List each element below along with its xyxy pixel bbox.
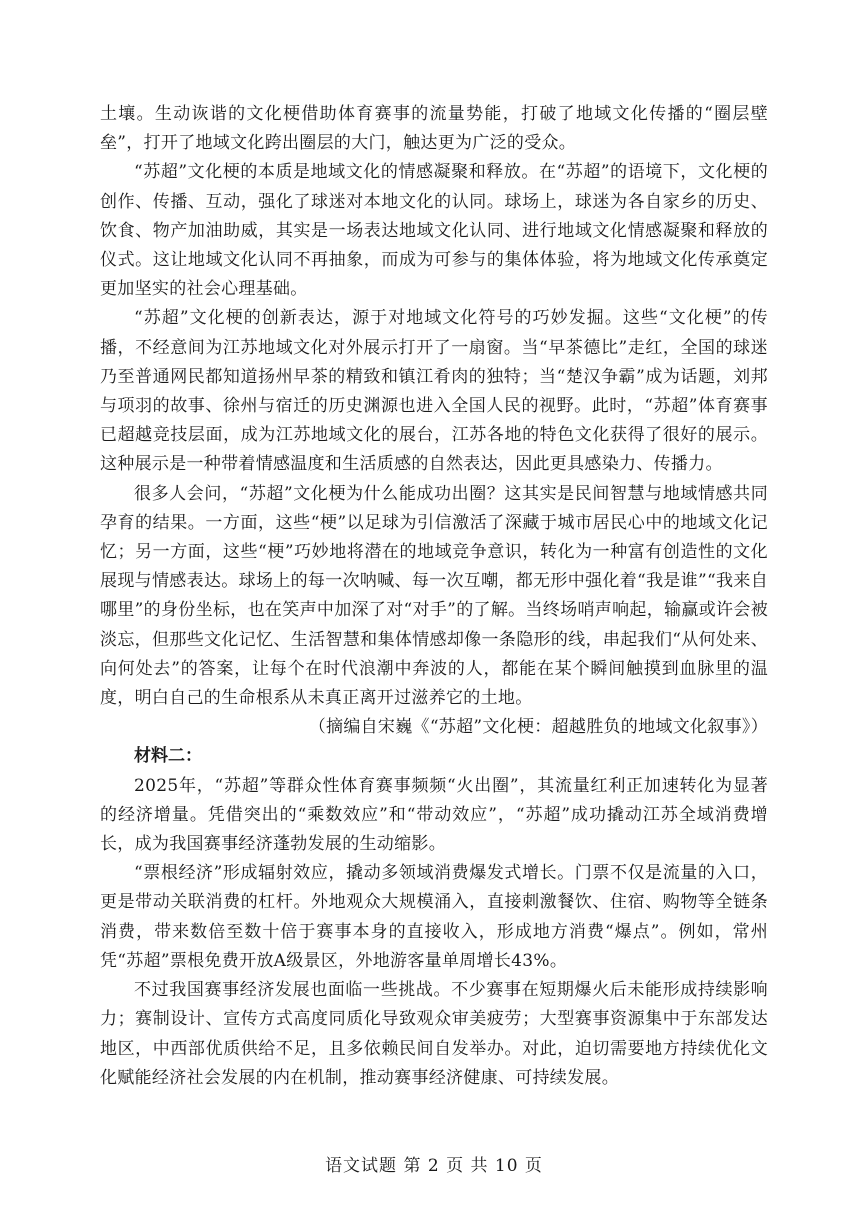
paragraph-6: “票根经济”形成辐射效应，撬动多领域消费爆发式增长。门票不仅是流量的入口，更是带动关联消费的杠杆。外地观众大规模涌入，直接刺激餐饮、住宿、购物等全链条消费，带来数倍至数十倍于赛事本身的直接收入，形成地方消费“爆点”。例如，常州凭“苏超”票根免费开放A级景区，外地游客量单周增长43%。 [100, 863, 768, 971]
source-citation: （摘编自宋巍《“苏超”文化梗：超越胜负的地域文化叙事》） [308, 717, 768, 738]
paragraph-5: 2025年，“苏超”等群众性体育赛事频频“火出圈”，其流量红利正加速转化为显著的经济增量。凭借突出的“乘数效应”和“带动效应”，“苏超”成功撬动江苏全域消费增长，成为我国赛事经济蓬勃发展的生动缩影。 [100, 775, 768, 855]
paragraph-7: 不过我国赛事经济发展也面临一些挑战。不少赛事在短期爆火后未能形成持续影响力；赛制设计、宣传方式高度同质化导致观众审美疲劳；大型赛事资源集中于东部发达地区，中西部优质供给不足，且多依赖民间自发举办。对此，迫切需要地方持续优化文化赋能经济社会发展的内在机制，推动赛事经济健康、可持续发展。 [100, 980, 768, 1088]
paragraph-2: “苏超”文化梗的本质是地域文化的情感凝聚和释放。在“苏超”的语境下，文化梗的创作、传播、互动，强化了球迷对本地文化的认同。球场上，球迷为各自家乡的历史、饮食、物产加油助威，其实是一场表达地域文化认同、进行地域文化情感凝聚和释放的仪式。这让地域文化认同不再抽象，而成为可参与的集体体验，将为地域文化传承奠定更加坚实的社会心理基础。 [100, 162, 768, 300]
page-content [100, 100, 768, 1093]
paragraph-3: “苏超”文化梗的创新表达，源于对地域文化符号的巧妙发掘。这些“文化梗”的传播，不经意间为江苏地域文化对外展示打开了一扇窗。当“早茶德比”走红，全国的球迷乃至普通网民都知道扬州早茶的精致和镇江肴肉的独特；当“楚汉争霸”成为话题，刘邦与项羽的故事、徐州与宿迁的历史渊源也进入全国人民的视野。此时，“苏超”体育赛事已超越竞技层面，成为江苏地域文化的展台，江苏各地的特色文化获得了很好的展示。这种展示是一种带着情感温度和生活质感的自然表达，因此更具感染力、传播力。 [100, 308, 768, 475]
page-footer: 语文试题 第 2 页 共 10 页 [325, 1156, 543, 1176]
paragraph-1: 土壤。生动诙谐的文化梗借助体育赛事的流量势能，打破了地域文化传播的“圈层壁垒”，打开了地域文化跨出圈层的大门，触达更为广泛的受众。 [100, 104, 768, 154]
section-heading: 材料二： [134, 746, 202, 767]
paragraph-4: 很多人会问，“苏超”文化梗为什么能成功出圈？这其实是民间智慧与地域情感共同孕育的结果。一方面，这些“梗”以足球为引信激活了深藏于城市居民心中的地域文化记忆；另一方面，这些“梗”巧妙地将潜在的地域竞争意识，转化为一种富有创造性的文化展现与情感表达。球场上的每一次呐喊、每一次互嘲，都无形中强化着“我是谁”“我来自哪里”的身份坐标，也在笑声中加深了对“对手”的了解。当终场哨声响起，输赢或许会被淡忘，但那些文化记忆、生活智慧和集体情感却像一条隐形的线，串起我们“从何处来、向何处去”的答案，让每个在时代浪潮中奔波的人，都能在某个瞬间触摸到血脉里的温度，明白自己的生命根系从未真正离开过滋养它的土地。 [100, 483, 768, 709]
